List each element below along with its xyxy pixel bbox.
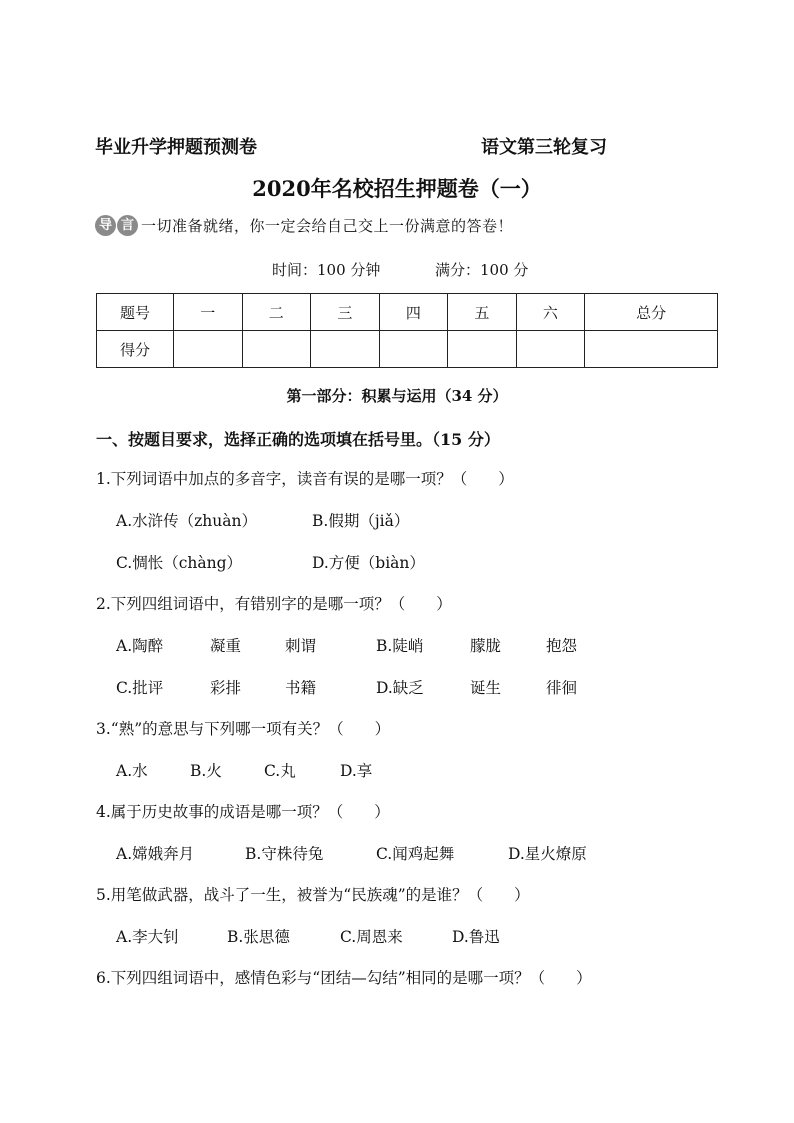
- intro-text: 一切准备就绪，你一定会给自己交上一份满意的答卷！: [141, 217, 514, 235]
- question-option: B.假期（jiǎ）: [312, 512, 410, 530]
- section-heading: 一、按题目要求，选择正确的选项填在括号里。（15 分）: [96, 430, 500, 449]
- question-option: A.陶醉: [116, 637, 164, 655]
- full-score: 满分：100 分: [435, 261, 529, 279]
- question-option: A.李大钊: [116, 928, 179, 946]
- score-table: [96, 293, 718, 368]
- table-cell: 总分: [585, 294, 718, 331]
- table-cell: 二: [242, 294, 311, 331]
- question-stem: 6.下列四组词语中，感情色彩与“团结—勾结”相同的是哪一项？（ ）: [96, 969, 592, 987]
- table-cell: 三: [311, 294, 380, 331]
- question-option: C.惆怅（chàng）: [116, 554, 243, 572]
- table-cell: 一: [174, 294, 243, 331]
- score-table-header-row: [97, 294, 718, 331]
- question-option: 凝重: [210, 637, 242, 655]
- question-option: B.陡峭: [376, 637, 424, 655]
- question-option: D.鲁迅: [452, 928, 500, 946]
- question-option: D.缺乏: [376, 679, 424, 697]
- intro-badge-icon: [95, 215, 139, 236]
- question-stem: 3.“熟”的意思与下列哪一项有关？（ ）: [96, 720, 391, 738]
- score-entry-cell[interactable]: [585, 331, 718, 368]
- score-entry-cell[interactable]: [242, 331, 311, 368]
- question-option: B.守株待兔: [245, 845, 324, 863]
- question-option: C.丸: [264, 762, 296, 780]
- exam-time: 时间：100 分钟: [272, 261, 381, 279]
- table-cell: 五: [448, 294, 517, 331]
- score-entry-cell[interactable]: [516, 331, 585, 368]
- header-right-title: 语文第三轮复习: [481, 137, 607, 158]
- table-cell: 题号: [97, 294, 174, 331]
- score-entry-cell[interactable]: [448, 331, 517, 368]
- badge-char: 导: [95, 215, 116, 236]
- table-cell: 六: [516, 294, 585, 331]
- intro-line: [95, 215, 513, 236]
- question-option: B.张思德: [227, 928, 290, 946]
- part-heading: 第一部分：积累与运用（34 分）: [286, 387, 508, 405]
- question-option: 抱怨: [546, 637, 578, 655]
- question-option: C.闻鸡起舞: [376, 845, 455, 863]
- score-entry-cell[interactable]: [311, 331, 380, 368]
- question-option: A.水浒传（zhuàn）: [116, 512, 257, 530]
- question-stem: 4.属于历史故事的成语是哪一项？（ ）: [96, 803, 390, 821]
- question-option: C.周恩来: [340, 928, 403, 946]
- question-stem: 2.下列四组词语中，有错别字的是哪一项？（ ）: [96, 595, 452, 613]
- score-entry-cell[interactable]: [174, 331, 243, 368]
- question-option: 徘徊: [546, 679, 578, 697]
- question-option: D.享: [340, 762, 373, 780]
- page-title: 2020年名校招生押题卷（一）: [252, 176, 542, 201]
- table-cell: 四: [379, 294, 448, 331]
- score-table-score-row: [97, 331, 718, 368]
- question-option: 朦胧: [470, 637, 502, 655]
- question-stem: 1.下列词语中加点的多音字，读音有误的是哪一项？（ ）: [96, 470, 514, 488]
- question-option: 刺谓: [285, 637, 317, 655]
- question-option: D.方便（biàn）: [312, 554, 425, 572]
- question-option: B.火: [190, 762, 222, 780]
- question-option: 彩排: [210, 679, 242, 697]
- question-option: A.嫦娥奔月: [116, 845, 195, 863]
- question-option: 书籍: [285, 679, 317, 697]
- badge-char: 言: [117, 215, 138, 236]
- question-stem: 5.用笔做武器，战斗了一生，被誉为“民族魂”的是谁？（ ）: [96, 886, 530, 904]
- question-option: 诞生: [470, 679, 502, 697]
- header-left-title: 毕业升学押题预测卷: [95, 137, 257, 158]
- question-option: C.批评: [116, 679, 164, 697]
- score-entry-cell[interactable]: [379, 331, 448, 368]
- question-option: D.星火燎原: [508, 845, 587, 863]
- table-cell: 得分: [97, 331, 174, 368]
- question-option: A.水: [116, 762, 148, 780]
